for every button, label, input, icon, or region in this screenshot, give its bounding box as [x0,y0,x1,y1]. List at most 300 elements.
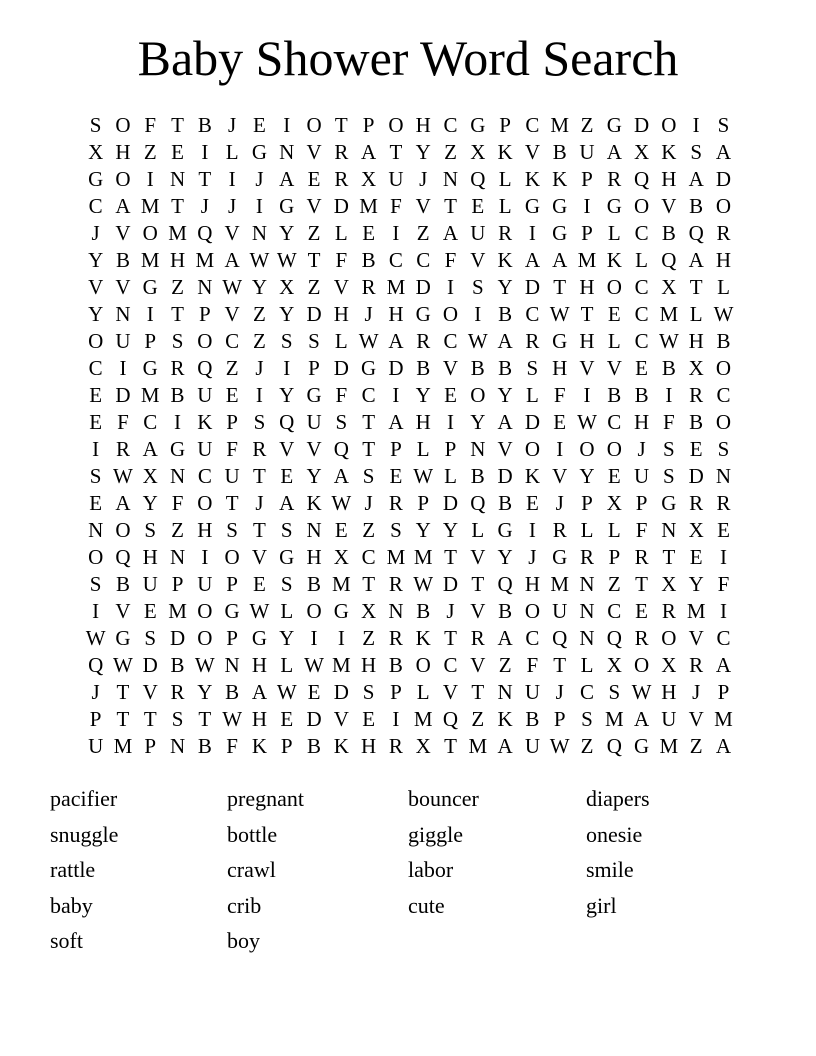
grid-cell: J [419,167,428,191]
grid-cell: I [146,302,154,326]
grid-cell: F [663,410,675,434]
grid-cell: W [358,329,379,353]
grid-cell: K [606,248,622,272]
grid-cell: D [388,356,404,380]
grid-cell: R [170,680,185,704]
grid-cell: C [197,464,212,488]
grid-cell: N [197,275,213,299]
grid-cell: J [228,113,237,137]
grid-cell: T [143,707,157,731]
grid-cell: L [334,329,348,353]
grid-cell: N [251,221,268,245]
grid-cell: O [661,113,677,137]
grid-cell: W [577,410,597,434]
grid-cell: P [581,491,593,515]
grid-cell: Y [251,275,268,299]
grid-cell: R [689,383,704,407]
grid-cell: A [524,248,540,272]
grid-cell: G [361,356,377,380]
grid-cell: E [362,221,376,245]
grid-cell: M [413,545,433,569]
grid-cell: T [444,194,457,218]
grid-cell: G [552,221,568,245]
grid-cell: V [224,302,240,326]
grid-cell: B [225,680,240,704]
word-list-item: rattle [50,857,96,882]
grid-cell: B [498,599,513,623]
grid-cell: Q [197,356,213,380]
grid-cell: D [415,275,431,299]
grid-cell: P [171,572,184,596]
grid-cell: Q [442,707,459,731]
grid-cell: F [335,248,348,272]
grid-cell: R [170,356,185,380]
grid-cell: Y [279,302,295,326]
grid-cell: A [497,410,513,434]
grid-cell: U [142,572,158,596]
grid-cell: C [361,545,376,569]
grid-cell: L [416,680,430,704]
grid-cell: M [331,653,351,677]
grid-cell: V [470,653,486,677]
grid-cell: M [550,113,570,137]
grid-cell: W [467,329,488,353]
grid-cell: J [555,680,564,704]
grid-cell: G [552,194,568,218]
word-list-column [586,781,746,923]
grid-cell: G [279,545,295,569]
grid-cell: O [142,221,158,245]
grid-cell: H [197,518,213,542]
grid-cell: F [553,383,566,407]
grid-cell: S [362,464,375,488]
grid-cell: Q [470,167,486,191]
grid-cell: B [307,572,322,596]
word-list-item: onesie [586,821,643,847]
grid-cell: B [115,248,130,272]
grid-cell: B [634,383,649,407]
grid-cell: W [249,599,270,623]
grid-cell: N [169,464,186,488]
grid-cell: A [142,437,158,461]
grid-cell: A [361,140,377,164]
grid-cell: A [634,707,650,731]
grid-cell: R [416,329,431,353]
grid-cell: L [225,140,239,164]
grid-cell: Q [634,167,650,191]
grid-cell: C [607,599,622,623]
grid-cell: T [307,248,321,272]
grid-cell: O [715,194,732,218]
grid-cell: Z [444,140,457,164]
grid-cell: F [144,113,157,137]
grid-cell: P [581,221,593,245]
grid-cell: I [201,140,209,164]
grid-cell: S [308,329,320,353]
grid-cell: Z [607,572,621,596]
grid-cell: T [198,707,212,731]
grid-cell: Q [279,410,295,434]
grid-cell: G [606,194,622,218]
grid-cell: W [713,302,734,326]
grid-cell: R [634,626,649,650]
grid-cell: L [334,221,348,245]
grid-cell: E [389,464,403,488]
grid-cell: H [361,653,377,677]
grid-cell: W [222,707,243,731]
grid-cell: W [276,248,297,272]
grid-cell: B [197,113,212,137]
grid-cell: N [279,140,295,164]
grid-cell: T [334,113,348,137]
grid-cell: A [115,491,131,515]
grid-cell: M [168,221,187,245]
grid-cell: G [306,383,322,407]
grid-cell: O [634,194,650,218]
grid-cell: I [692,113,700,137]
grid-cell: G [552,329,568,353]
grid-cell: R [470,626,485,650]
grid-cell: B [689,194,704,218]
grid-cell: Z [471,707,485,731]
grid-cell: E [334,518,348,542]
grid-cell: T [389,140,403,164]
grid-cell: I [146,167,154,191]
grid-cell: D [306,302,322,326]
grid-cell: X [634,140,650,164]
grid-cell: D [142,653,158,677]
grid-cell: V [415,194,431,218]
grid-cell: R [579,545,594,569]
grid-cell: C [716,626,731,650]
grid-cell: N [497,680,513,704]
grid-cell: L [580,653,594,677]
grid-cell: J [255,167,264,191]
grid-cell: O [388,113,404,137]
grid-cell: E [689,545,703,569]
grid-cell: B [661,356,676,380]
grid-cell: G [470,113,486,137]
grid-cell: M [686,599,706,623]
grid-cell: K [497,248,513,272]
grid-cell: O [115,167,131,191]
grid-cell: L [717,275,730,299]
grid-cell: E [607,464,621,488]
grid-cell: E [635,599,648,623]
grid-cell: T [171,302,184,326]
grid-cell: I [283,356,291,380]
grid-cell: Q [606,626,622,650]
grid-cell: R [525,329,540,353]
grid-cell: S [280,518,293,542]
grid-cell: A [333,464,349,488]
grid-cell: T [116,680,130,704]
grid-cell: E [362,707,376,731]
grid-cell: R [607,167,622,191]
grid-cell: Q [115,545,131,569]
grid-cell: O [306,599,322,623]
grid-cell: V [524,140,540,164]
grid-cell: R [361,275,376,299]
grid-cell: P [198,302,211,326]
grid-cell: K [415,626,431,650]
grid-cell: F [117,410,129,434]
word-list-column [408,781,586,923]
grid-cell: E [607,302,621,326]
grid-cell: N [470,437,486,461]
grid-cell: J [692,680,701,704]
grid-cell: O [715,410,732,434]
grid-cell: W [249,248,270,272]
grid-cell: X [279,275,295,299]
grid-cell: I [392,383,400,407]
grid-cell: G [251,140,268,164]
grid-cell: K [552,167,568,191]
grid-cell: J [200,194,209,218]
grid-cell: I [92,437,100,461]
grid-cell: A [552,248,568,272]
grid-cell: J [91,680,100,704]
grid-cell: H [415,113,431,137]
word-list-item: smile [586,857,634,882]
grid-cell: I [255,194,263,218]
grid-cell: V [306,437,322,461]
grid-cell: B [170,383,185,407]
grid-cell: U [224,464,240,488]
grid-cell: B [470,464,485,488]
grid-cell: W [658,329,679,353]
grid-cell: E [280,707,294,731]
grid-cell: T [580,302,594,326]
grid-cell: W [194,653,215,677]
grid-cell: Y [470,410,486,434]
grid-cell: W [413,464,434,488]
grid-cell: Y [415,518,431,542]
grid-cell: S [526,356,539,380]
grid-cell: I [556,437,564,461]
grid-cell: M [140,248,160,272]
grid-cell: H [579,275,595,299]
grid-cell: H [306,545,322,569]
grid-cell: T [253,464,266,488]
grid-cell: N [388,599,404,623]
grid-cell: N [115,302,131,326]
grid-cell: D [115,383,131,407]
grid-cell: V [579,356,595,380]
grid-cell: L [635,248,648,272]
grid-cell: A [497,734,513,758]
grid-cell: N [579,599,595,623]
grid-cell: G [142,356,158,380]
grid-cell: I [92,599,100,623]
grid-cell: F [226,734,238,758]
word-list-item: bouncer [408,786,479,811]
grid-cell: K [524,464,540,488]
grid-cell: V [442,680,459,704]
grid-cell: M [140,383,160,407]
grid-cell: S [89,572,102,596]
grid-cell: D [688,464,704,488]
grid-cell: S [663,464,675,488]
grid-cell: U [388,167,404,191]
grid-cell: B [607,383,622,407]
grid-cell: M [359,194,378,218]
grid-cell: G [524,194,540,218]
grid-cell: L [280,653,294,677]
grid-cell: W [413,572,434,596]
grid-cell: O [524,599,540,623]
grid-cell: L [498,167,512,191]
grid-cell: Z [253,329,266,353]
grid-cell: C [416,248,431,272]
grid-cell: D [442,572,459,596]
grid-cell: E [444,383,457,407]
grid-cell: S [717,113,730,137]
grid-cell: T [444,626,457,650]
grid-cell: Q [606,734,622,758]
grid-cell: P [144,329,157,353]
grid-cell: T [171,194,184,218]
grid-cell: B [115,572,130,596]
grid-cell: A [442,221,459,245]
word-search-grid [82,112,737,760]
grid-cell: T [253,518,266,542]
grid-cell: Q [88,653,104,677]
grid-cell: C [88,356,103,380]
grid-cell: W [222,275,243,299]
grid-cell: I [528,221,536,245]
grid-cell: V [552,464,568,488]
grid-cell: G [279,194,295,218]
grid-cell: V [251,545,268,569]
grid-cell: P [581,167,593,191]
word-list-column [50,781,227,959]
grid-cell: A [279,491,295,515]
grid-cell: A [497,626,513,650]
grid-cell: B [416,356,431,380]
grid-cell: A [115,194,131,218]
grid-cell: I [201,545,209,569]
grid-cell: D [333,194,349,218]
grid-cell: G [333,599,349,623]
grid-cell: S [280,572,293,596]
grid-cell: N [579,626,595,650]
grid-cell: Z [498,653,512,677]
grid-cell: I [228,167,236,191]
grid-cell: T [362,572,376,596]
grid-cell: C [88,194,103,218]
grid-cell: I [119,356,127,380]
grid-cell: Q [470,491,486,515]
grid-cell: P [89,707,102,731]
grid-cell: Y [279,383,295,407]
grid-cell: P [553,707,566,731]
grid-cell: P [417,491,430,515]
grid-cell: Q [333,437,349,461]
grid-cell: Z [362,518,376,542]
grid-cell: E [89,410,103,434]
grid-cell: Y [306,464,322,488]
grid-cell: C [525,626,540,650]
grid-cell: X [606,491,622,515]
grid-cell: Y [415,140,431,164]
grid-cell: A [715,140,732,164]
word-list-column [227,781,408,959]
grid-cell: V [306,140,322,164]
grid-cell: P [144,734,157,758]
grid-cell: C [716,383,731,407]
grid-cell: M [550,572,570,596]
grid-cell: Z [253,302,266,326]
grid-cell: A [688,248,704,272]
grid-cell: Q [497,572,513,596]
grid-cell: M [714,707,733,731]
grid-cell: R [334,167,349,191]
grid-cell: V [688,707,704,731]
page-title: Baby Shower Word Search [137,30,679,86]
grid-cell: O [197,329,213,353]
word-list-item: girl [586,892,617,918]
grid-cell: M [468,734,488,758]
grid-cell: L [280,599,294,623]
grid-cell: G [88,167,104,191]
grid-cell: D [524,410,540,434]
grid-cell: V [279,437,295,461]
grid-cell: B [307,734,322,758]
grid-cell: B [661,221,676,245]
grid-cell: S [89,464,102,488]
grid-cell: L [607,329,621,353]
grid-cell: U [579,140,595,164]
grid-cell: O [197,599,213,623]
grid-cell: U [88,734,104,758]
grid-cell: V [470,248,486,272]
grid-cell: H [251,707,268,731]
word-list-item: labor [408,857,454,882]
grid-cell: V [224,221,240,245]
grid-cell: X [361,167,377,191]
grid-cell: T [225,491,239,515]
grid-cell: O [224,545,240,569]
grid-cell: A [388,410,404,434]
grid-cell: G [169,437,186,461]
grid-cell: B [498,491,513,515]
grid-cell: J [528,545,537,569]
grid-cell: G [115,626,131,650]
grid-cell: Y [88,248,104,272]
grid-cell: E [225,383,239,407]
grid-cell: H [634,410,650,434]
grid-cell: T [116,707,130,731]
grid-cell: B [197,734,212,758]
word-list-item: snuggle [50,821,119,847]
grid-cell: I [583,194,591,218]
word-list [50,781,746,959]
grid-cell: Y [688,572,704,596]
grid-cell: L [689,302,703,326]
grid-cell: C [525,302,540,326]
grid-cell: X [333,545,349,569]
grid-cell: A [606,140,622,164]
grid-cell: F [390,194,402,218]
grid-cell: U [524,680,540,704]
grid-cell: E [471,194,485,218]
grid-cell: Z [171,518,184,542]
grid-cell: S [171,707,184,731]
grid-cell: E [525,491,539,515]
grid-cell: F [226,437,238,461]
grid-cell: B [689,410,704,434]
